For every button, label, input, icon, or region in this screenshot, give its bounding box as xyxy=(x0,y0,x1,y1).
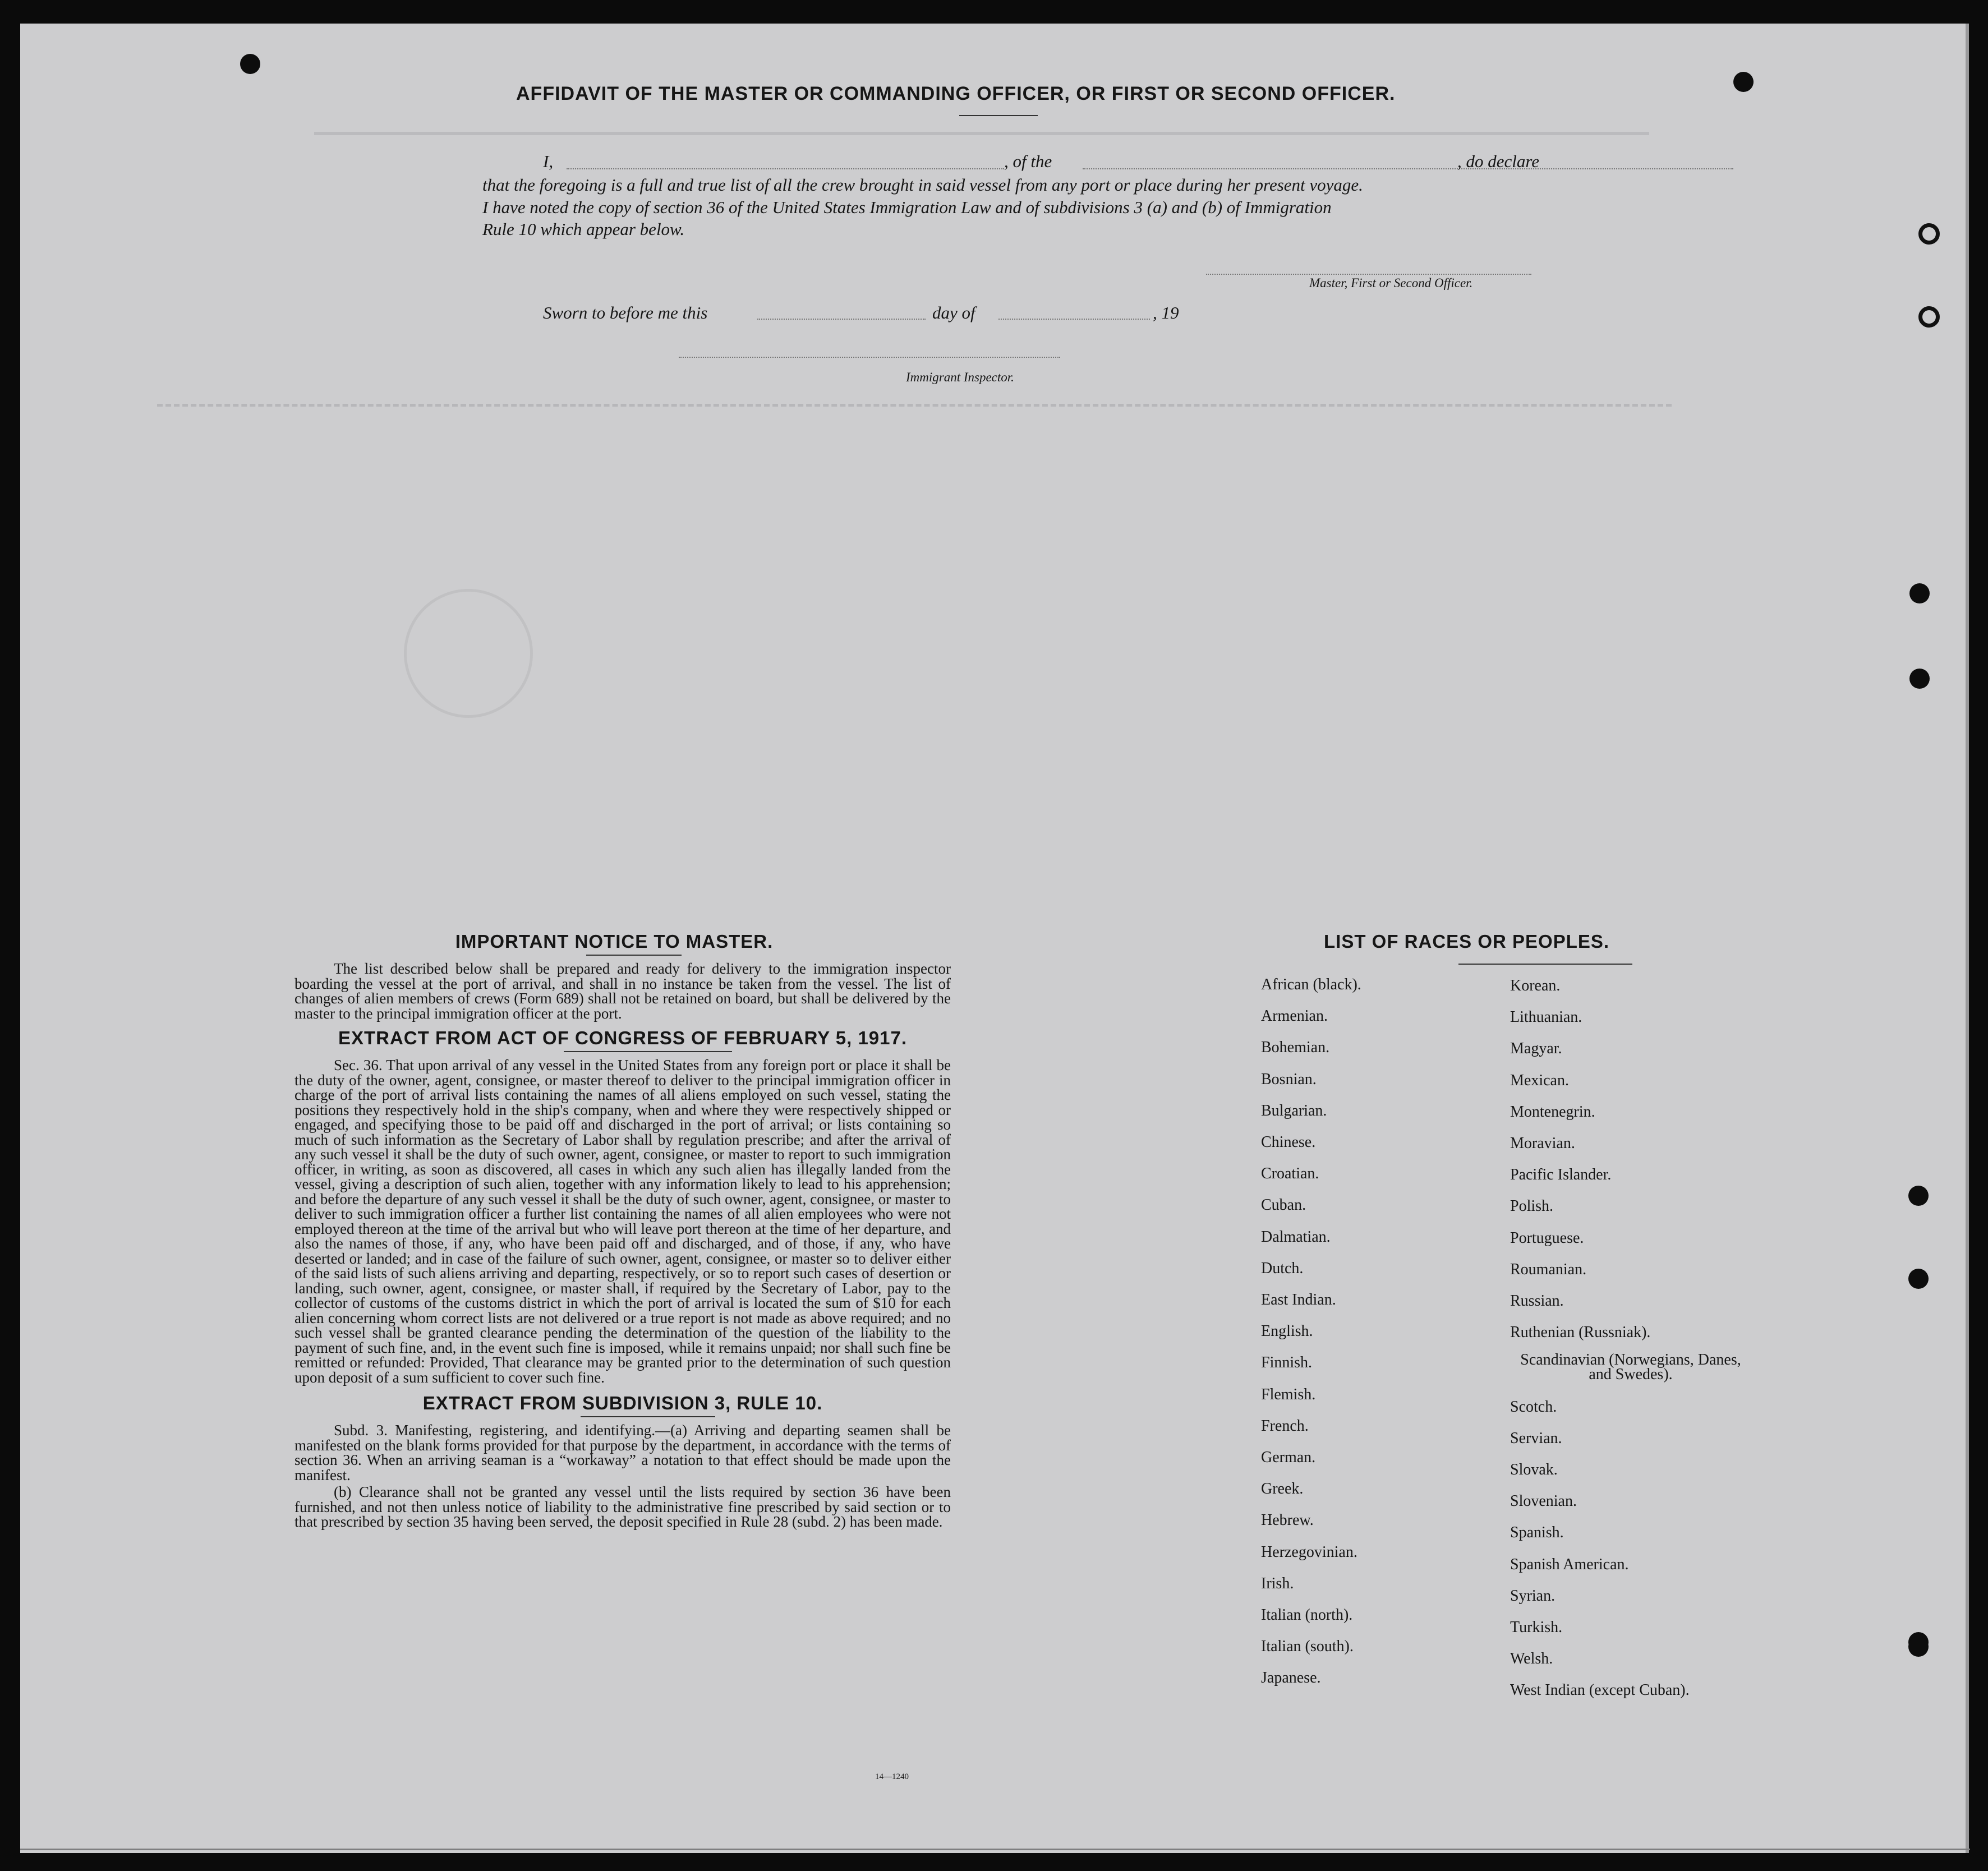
race-item: Montenegrin. xyxy=(1510,1103,1595,1121)
punch-hole-icon xyxy=(1908,1637,1929,1657)
inspector-signature-field[interactable] xyxy=(679,357,1060,358)
affidavit-of: , of the xyxy=(1004,151,1052,171)
notice-title: IMPORTANT NOTICE TO MASTER. xyxy=(455,931,774,952)
sworn-day-field[interactable] xyxy=(757,319,926,320)
notice-body: The list described below shall be prepared and ready for delivery to the immigration inspector boarding the vessel at the port of arrival, and shall in no instance be taken from the vessel. The list of changes of alien members of crews (Form 689) shall not be retained on board, but shall be delivered by the master to the principal immigration officer at the port. xyxy=(294,960,951,1022)
race-item: Roumanian. xyxy=(1510,1260,1587,1278)
race-item: Flemish. xyxy=(1261,1385,1316,1403)
punch-hole-icon xyxy=(1733,72,1754,92)
race-item: Bosnian. xyxy=(1261,1070,1317,1088)
race-item: Polish. xyxy=(1510,1197,1554,1215)
race-item: Mexican. xyxy=(1510,1071,1569,1089)
affidavit-title: AFFIDAVIT OF THE MASTER OR COMMANDING OFFICER, OR FIRST OR SECOND OFFICER. xyxy=(516,83,1396,104)
extract-rule-para-b: (b) Clearance shall not be granted any vessel until the lists required by section 36 have been furnished, and not then unless notice of liability to the administrative fine prescribed by said section or to that prescribed by section 35 having been served, the deposit specified in Rule 28 (subd. 2) has been made. xyxy=(294,1483,951,1530)
race-item: German. xyxy=(1261,1449,1316,1466)
vessel-name-field[interactable] xyxy=(1083,168,1733,169)
punch-hole-icon xyxy=(1918,223,1940,245)
race-item: Italian (north). xyxy=(1261,1606,1353,1624)
form-number: 14—1240 xyxy=(875,1772,909,1781)
bleed-through-row xyxy=(157,404,1672,423)
punch-hole-icon xyxy=(1908,1269,1929,1289)
punch-hole-icon xyxy=(1909,583,1930,603)
race-item: Irish. xyxy=(1261,1574,1294,1592)
notice-title-underline xyxy=(586,955,682,956)
affidavit-declare: , do declare xyxy=(1457,151,1540,171)
affidavit-line-4: Rule 10 which appear below. xyxy=(482,219,685,239)
punch-hole-icon xyxy=(1908,1186,1929,1206)
punch-hole-icon xyxy=(1909,669,1930,689)
race-item: Finnish. xyxy=(1261,1354,1313,1372)
master-signature-field[interactable] xyxy=(1206,274,1531,275)
race-item: East Indian. xyxy=(1261,1291,1336,1308)
race-item: Turkish. xyxy=(1510,1619,1563,1636)
race-item: West Indian (except Cuban). xyxy=(1510,1681,1690,1699)
race-item: Hebrew. xyxy=(1261,1511,1314,1529)
signature-label: Master, First or Second Officer. xyxy=(1309,276,1473,290)
sworn-year: , 19 xyxy=(1153,303,1179,322)
sworn-prefix: Sworn to before me this xyxy=(543,303,708,322)
sworn-month-field[interactable] xyxy=(998,319,1150,320)
affidavit-line-3: I have noted the copy of section 36 of the United States Immigration Law and of subdivisions 3 (a) and (b) of Immigration xyxy=(482,197,1332,217)
race-item: Spanish. xyxy=(1510,1524,1564,1542)
race-item: Slovenian. xyxy=(1510,1492,1577,1510)
extract-rule-para-a: Subd. 3. Manifesting, registering, and identifying.—(a) Arriving and departing seamen shall be manifested on the blank forms provided for that purpose by the department, in accordance with the terms of section 36. When an arriving seaman is a “workaway” a notation to that effect should be made upon the manifest. xyxy=(294,1422,951,1483)
race-item: Russian. xyxy=(1510,1292,1564,1310)
race-item: Moravian. xyxy=(1510,1135,1575,1152)
affidavit-line-2: that the foregoing is a full and true list of all the crew brought in said vessel from any port or place during her present voyage. xyxy=(482,175,1363,195)
inspector-label: Immigrant Inspector. xyxy=(906,370,1014,384)
punch-hole-icon xyxy=(1918,306,1940,328)
bleed-through-stamp xyxy=(404,589,533,718)
race-item: Lithuanian. xyxy=(1510,1008,1582,1026)
extract-act-body: Sec. 36. That upon arrival of any vessel in the United States from any foreign port or place it shall be the duty of the owner, agent, consignee, or master thereof to deliver to the principal immigration officer in charge of the port of arrival lists containing the names of all aliens employed on such vessel, stating the positions they respectively hold in the ship's company, when and where they were respectively shipped or engaged, and specifying those to be paid off and discharged in the port of arrival; or lists containing so much of such information as the Secretary of Labor shall by regulation prescribe; and after the arrival of any such vessel it shall be the duty of such owner, agent, consignee, or master to report to such immigration officer, in writing, as soon as discovered, all cases in which any such alien has illegally landed from the vessel, giving a description of such alien, together with any information likely to lead to his apprehension; and before the departure of any such vessel it shall be the duty of such owner, agent, consignee, or master to deliver to such immigration officer a further list containing the names of all alien employees who were not employed thereon at the time of the arrival but who will leave port thereon at the time of her departure, and also the names of those, if any, who have been paid off and discharged, and of those, if any, who have deserted or landed; and in case of the failure of such owner, agent, consignee, or master so to deliver either of the said lists of such aliens arriving and departing, respectively, or so to report such cases of desertion or landing, such owner, agent, consignee, or master shall, if required by the Secretary of Labor, pay to the collector of customs of the customs district in which the port of arrival is located the sum of $10 for each alien concerning whom correct lists are not delivered or a true report is not made as above required; and no such vessel shall be granted clearance pending the determination of the question of the liability to the payment of such fine, and, in the event such fine is imposed, while it remains unpaid; nor shall such fine be remitted or refunded: Provided, That clearance may be granted prior to the determination of such question upon deposit of a sum sufficient to cover such fine. xyxy=(294,1057,951,1386)
race-item: African (black). xyxy=(1261,976,1361,993)
race-item: French. xyxy=(1261,1417,1309,1435)
race-item: Dalmatian. xyxy=(1261,1228,1331,1246)
race-item: Scandinavian (Norwegians, Danes, and Swedes). xyxy=(1520,1351,1741,1384)
master-name-field[interactable] xyxy=(567,168,1004,169)
race-item: Slovak. xyxy=(1510,1461,1558,1478)
notice-section xyxy=(294,931,951,1529)
race-item: Greek. xyxy=(1261,1480,1304,1498)
extract-rule-title: EXTRACT FROM SUBDIVISION 3, RULE 10. xyxy=(422,1393,823,1413)
race-item: Bohemian. xyxy=(1261,1039,1330,1057)
extract-act-underline xyxy=(564,1051,732,1052)
race-item: Cuban. xyxy=(1261,1196,1306,1214)
race-item: Welsh. xyxy=(1510,1650,1553,1668)
race-item: Magyar. xyxy=(1510,1040,1562,1058)
race-item: Japanese. xyxy=(1261,1669,1321,1687)
race-item: Servian. xyxy=(1510,1429,1562,1447)
race-item: Syrian. xyxy=(1510,1587,1556,1605)
race-item: Croatian. xyxy=(1261,1165,1319,1183)
race-item: Bulgarian. xyxy=(1261,1102,1327,1119)
race-item: Armenian. xyxy=(1261,1007,1328,1025)
title-underline xyxy=(959,115,1038,116)
sworn-day-of: day of xyxy=(932,303,975,322)
races-title: LIST OF RACES OR PEOPLES. xyxy=(1324,931,1610,952)
race-item: English. xyxy=(1261,1322,1313,1340)
race-item: Chinese. xyxy=(1261,1133,1316,1151)
races-title-underline xyxy=(1458,964,1632,965)
page-edge xyxy=(20,1849,1970,1850)
race-item: Dutch. xyxy=(1261,1259,1304,1277)
affidavit-i: I, xyxy=(543,151,554,171)
race-item: Scotch. xyxy=(1510,1398,1557,1416)
race-item: Spanish American. xyxy=(1510,1555,1629,1573)
extract-rule-underline xyxy=(581,1416,715,1417)
race-item: Portuguese. xyxy=(1510,1229,1584,1247)
extract-act-title: EXTRACT FROM ACT OF CONGRESS OF FEBRUARY 5, 1917. xyxy=(338,1027,908,1048)
punch-hole-icon xyxy=(240,54,260,74)
race-item: Italian (south). xyxy=(1261,1638,1354,1656)
race-item: Korean. xyxy=(1510,977,1561,994)
race-item: Herzegovinian. xyxy=(1261,1543,1357,1561)
race-item: Ruthenian (Russniak). xyxy=(1510,1324,1651,1342)
race-item: Pacific Islander. xyxy=(1510,1166,1612,1184)
